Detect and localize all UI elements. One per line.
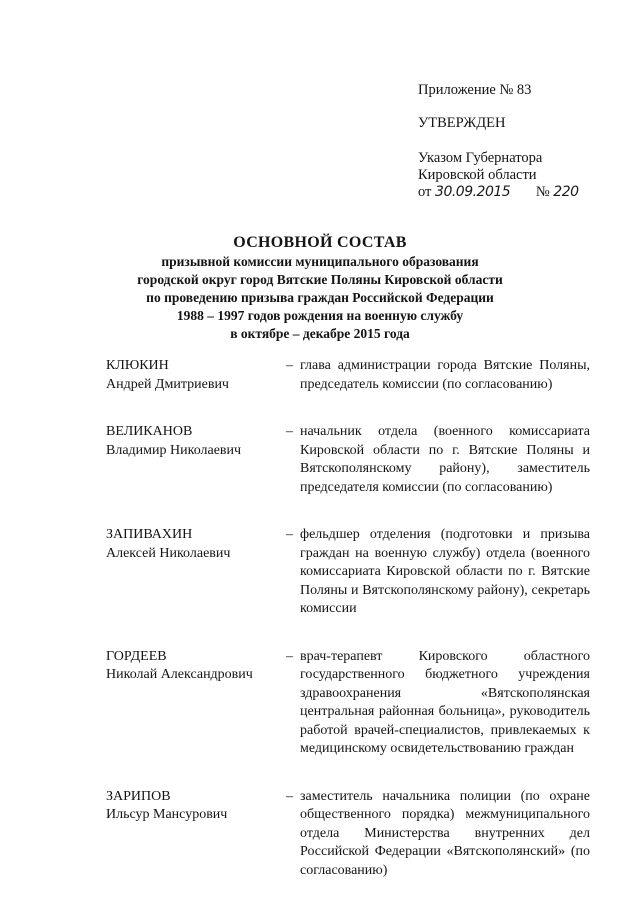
member-entry [106, 423, 590, 497]
title-line: призывной комиссии муниципального образования [161, 254, 479, 269]
member-name-block [106, 788, 286, 881]
member-given-name: Ильсур Мансурович [106, 807, 228, 822]
member-role: фельдшер отделения (подготовки и призыва граждан на военную службу) отдела (военного комиссариата Кировской области по г. Вятские Поляны и Вятскополянскому району), секретарь комиссии [300, 527, 590, 616]
member-entry [106, 788, 590, 881]
member-entry [106, 357, 590, 394]
member-given-name: Андрей Дмитриевич [106, 376, 229, 392]
handwritten-number: 220 [553, 184, 579, 200]
decree-line-1: Указом Губернатора [418, 150, 543, 166]
member-role: начальник отдела (военного комиссариата Кировской области по г. Вятские Поляны и Вятскополянскому району), заместитель председателя комиссии (по согласованию) [300, 424, 590, 495]
member-entry [106, 526, 590, 619]
member-dash: – [286, 648, 293, 664]
member-dash: – [286, 527, 293, 542]
member-surname: КЛЮКИН [106, 358, 169, 373]
approval-block [418, 82, 618, 201]
member-name-block [106, 423, 286, 497]
document-title [0, 233, 640, 343]
member-role: врач-терапевт Кировского областного государственного бюджетного учреждения здравоохранения «Вятскополянская центральная районная больница», руководитель работой врачей-специалистов, привлекаемых к медицинскому освидетельствованию граждан [300, 648, 590, 756]
member-role: заместитель начальника полиции (по охране общественного порядка) межмуниципального отдела Министерства внутренних дел Российской Федерации «Вятскополянский» (по согласованию) [300, 788, 590, 878]
handwritten-date: 30.09.2015 [435, 184, 511, 200]
member-entry [106, 648, 590, 759]
member-role: глава администрации города Вятские Поляны, председатель комиссии (по согласованию) [300, 358, 590, 392]
member-name-block [106, 648, 286, 759]
member-given-name: Алексей Николаевич [106, 545, 231, 561]
title-line: по проведению призыва граждан Российской Федерации [146, 290, 494, 305]
member-name-block [106, 526, 286, 619]
member-surname: ВЕЛИКАНОВ [106, 424, 193, 439]
member-dash: – [286, 358, 293, 373]
title-line: в октябре – декабре 2015 года [230, 326, 410, 341]
member-given-name: Владимир Николаевич [106, 442, 242, 458]
commission-members-list [106, 357, 590, 880]
member-name-block [106, 357, 286, 394]
decree-line-2: Кировской области [418, 167, 537, 183]
appendix-number: Приложение № 83 [418, 82, 532, 98]
decree-date-row [418, 184, 618, 201]
member-surname: ГОРДЕЕВ [106, 648, 167, 664]
member-surname: ЗАПИВАХИН [106, 527, 193, 542]
member-dash: – [286, 424, 293, 439]
member-dash: – [286, 788, 293, 804]
title-line: 1988 – 1997 годов рождения на военную службу [176, 308, 464, 323]
date-prefix: от [418, 184, 432, 200]
number-label: № [535, 184, 550, 200]
title-main: ОСНОВНОЙ СОСТАВ [233, 234, 407, 251]
member-given-name: Николай Александрович [106, 667, 253, 682]
approved-label: УТВЕРЖДЕН [418, 115, 506, 131]
member-surname: ЗАРИПОВ [106, 788, 171, 804]
title-line: городской округ город Вятские Поляны Кировской области [137, 272, 503, 287]
